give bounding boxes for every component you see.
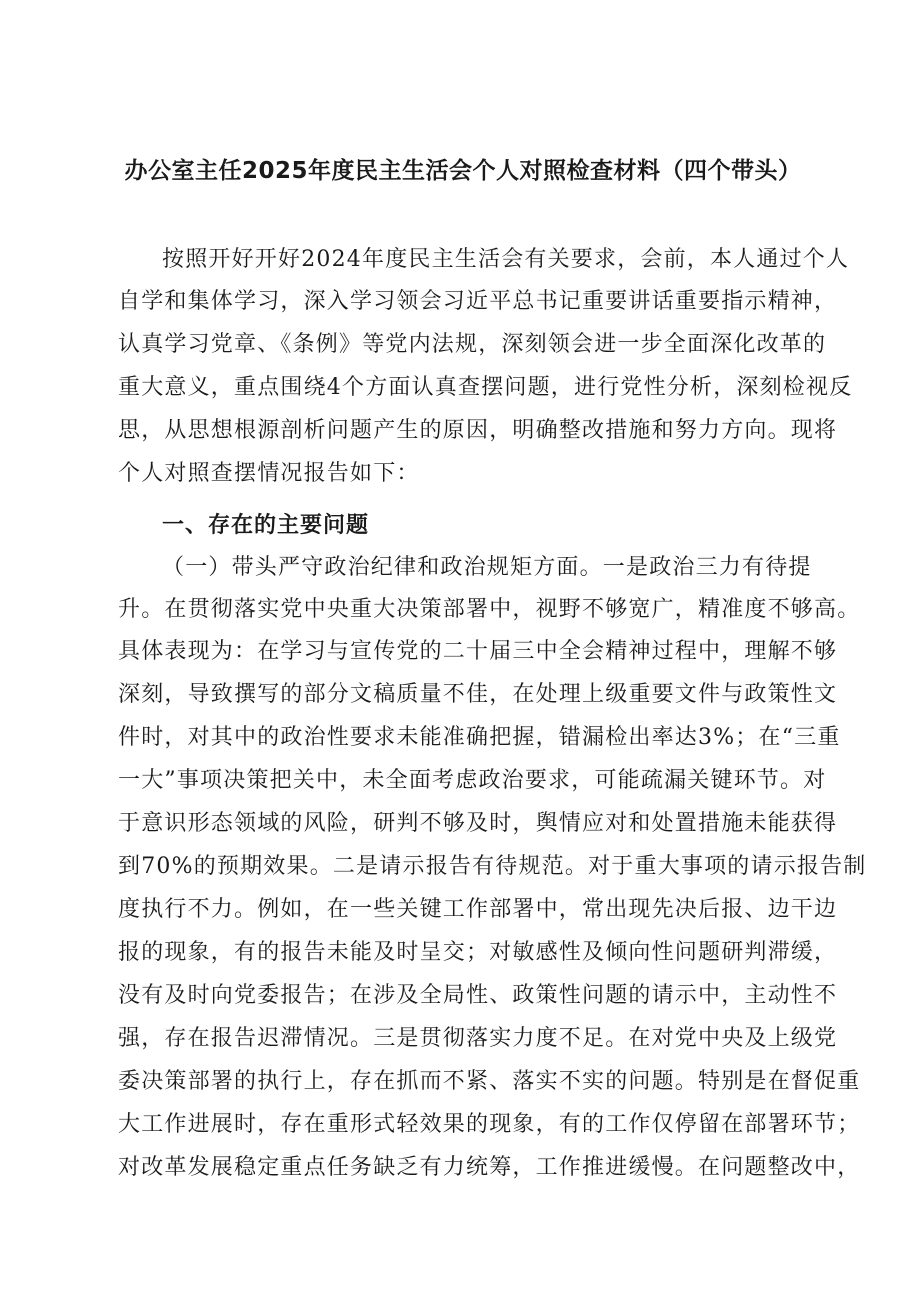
body-line: 委决策部署的执行上，存在抓而不紧、落实不实的问题。特别是在督促重 — [118, 1069, 861, 1094]
intro-line: 自学和集体学习，深入学习领会习近平总书记重要讲话重要指示精神， — [118, 289, 838, 314]
intro-line: 重大意义，重点围绕4个方面认真查摆问题，进行党性分析，深刻检视反 — [118, 375, 853, 400]
body-line: 报的现象，有的报告未能及时呈交；对敏感性及倾向性问题研判滞缓， — [118, 940, 838, 965]
section-heading: 一、存在的主要问题 — [162, 513, 370, 538]
document-title: 办公室主任2025年度民主生活会个人对照检查材料（四个带头） — [124, 158, 802, 184]
body-line: 件时，对其中的政治性要求未能准确把握，错漏检出率达3%；在“三重 — [118, 725, 841, 750]
intro-line: 按照开好开好2024年度民主生活会有关要求，会前，本人通过个人 — [162, 247, 850, 272]
body-line: 度执行不力。例如，在一些关键工作部署中，常出现先决后报、边干边 — [118, 897, 838, 922]
body-line: 对改革发展稳定重点任务缺乏有力统筹，工作推进缓慢。在问题整改中， — [118, 1155, 861, 1180]
body-line: 一大”事项决策把关中，未全面考虑政治要求，可能疏漏关键环节。对 — [118, 768, 827, 793]
body-line: 强，存在报告迟滞情况。三是贯彻落实力度不足。在对党中央及上级党 — [118, 1026, 838, 1051]
body-line: 升。在贯彻落实党中央重大决策部署中，视野不够宽广，精准度不够高。 — [118, 597, 861, 622]
intro-line: 个人对照查摆情况报告如下： — [118, 461, 420, 486]
body-line: （一）带头严守政治纪律和政治规矩方面。一是政治三力有待提 — [162, 555, 812, 580]
body-line: 到70%的预期效果。二是请示报告有待规范。对于重大事项的请示报告制 — [118, 854, 867, 879]
intro-line: 思，从思想根源剖析问题产生的原因，明确整改措施和努力方向。现将 — [118, 418, 838, 443]
body-line: 没有及时向党委报告；在涉及全局性、政策性问题的请示中，主动性不 — [118, 983, 838, 1008]
body-line: 具体表现为：在学习与宣传党的二十届三中全会精神过程中，理解不够 — [118, 639, 838, 664]
body-line: 深刻，导致撰写的部分文稿质量不佳，在处理上级重要文件与政策性文 — [118, 682, 838, 707]
body-line: 于意识形态领域的风险，研判不够及时，舆情应对和处置措施未能获得 — [118, 811, 838, 836]
body-line: 大工作进展时，存在重形式轻效果的现象，有的工作仅停留在部署环节； — [118, 1112, 861, 1137]
intro-line: 认真学习党章、《条例》等党内法规，深刻领会进一步全面深化改革的 — [118, 332, 827, 357]
